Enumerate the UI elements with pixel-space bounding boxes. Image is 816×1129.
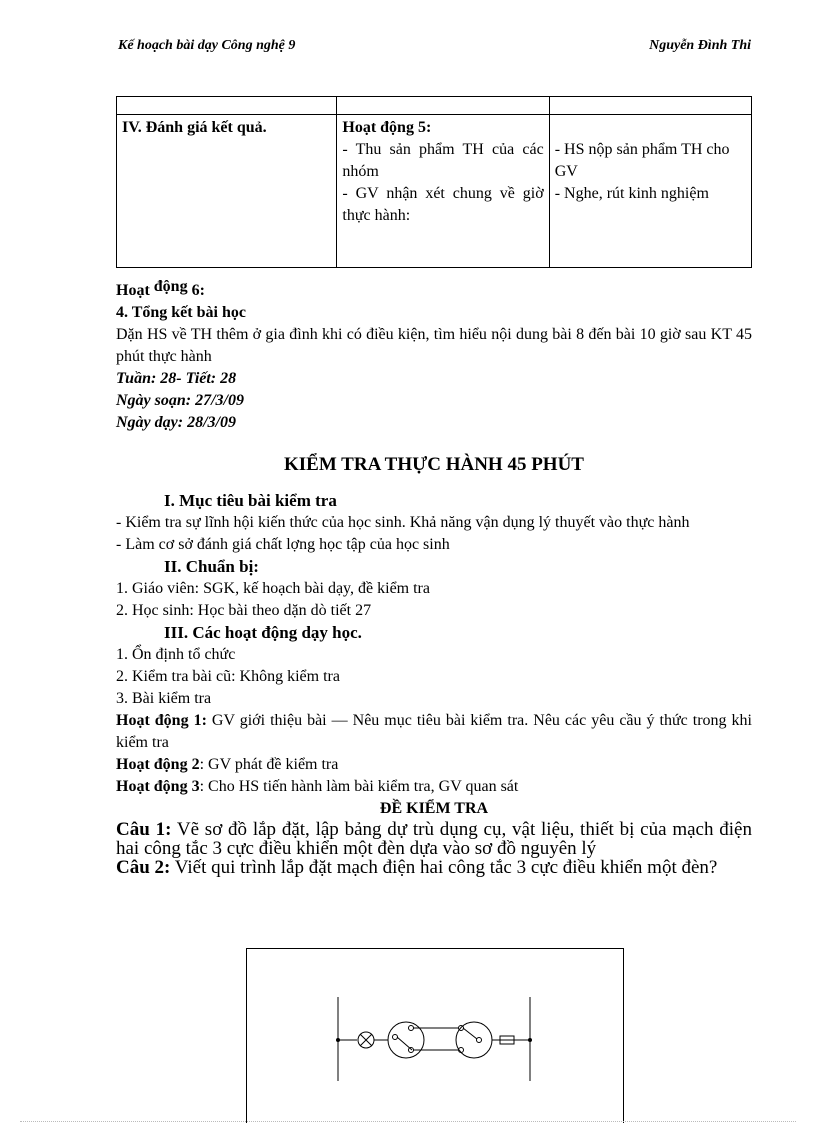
exam-paper-title: ĐỀ KIỂM TRA bbox=[379, 800, 489, 817]
circuit-diagram-svg bbox=[247, 949, 623, 1124]
table-row bbox=[117, 97, 752, 115]
list-item: - Kiểm tra sự lĩnh hội kiến thức của học sinh. Khả năng vận dụng lý thuyết vào thực hành bbox=[116, 514, 690, 531]
list-item: 1. Ổn định tổ chức bbox=[116, 646, 236, 663]
table-cell bbox=[337, 115, 549, 268]
activity-6-label: Hoạt động 6: bbox=[116, 278, 205, 299]
list-item: - GV nhận xét chung về giờ thực hành: bbox=[342, 185, 544, 224]
table-cell bbox=[117, 115, 337, 268]
table-cell bbox=[549, 115, 751, 268]
section-heading: III. Các hoạt động dạy học. bbox=[164, 623, 362, 642]
list-item: - Làm cơ sở đánh giá chất lợng học tập của học sinh bbox=[116, 536, 450, 553]
table-row bbox=[117, 115, 752, 268]
question-1: Câu 1: Vẽ sơ đồ lắp đặt, lập bảng dự trù dụng cụ, vật liệu, thiết bị của mạch điện hai công tắc 3 cực điều khiển một đèn dựa vào sơ đồ nguyên lý bbox=[116, 819, 752, 859]
lesson-table bbox=[116, 96, 752, 268]
section-heading: I. Mục tiêu bài kiểm tra bbox=[164, 491, 337, 510]
activity-3: Hoạt động 3: Cho HS tiến hành làm bài kiểm tra, GV quan sát bbox=[116, 778, 519, 795]
section-title: IV. Đánh giá kết quả. bbox=[122, 119, 267, 136]
section-heading: II. Chuẩn bị: bbox=[164, 557, 259, 576]
summary-heading: 4. Tổng kết bài học bbox=[116, 304, 246, 321]
header-right: Nguyễn Đình Thi bbox=[649, 38, 751, 53]
list-item: 1. Giáo viên: SGK, kế hoạch bài dạy, đề kiểm tra bbox=[116, 580, 430, 597]
activity-1: Hoạt động 1: GV giới thiệu bài — Nêu mục tiêu bài kiểm tra. Nêu các yêu cầu ý thức trong khi kiểm tra bbox=[116, 712, 752, 751]
question-2: Câu 2: Viết qui trình lắp đặt mạch điện hai công tắc 3 cực điều khiển một đèn? bbox=[116, 857, 718, 878]
week-line: Tuần: 28- Tiết: 28 bbox=[116, 370, 237, 387]
list-item: 2. Kiểm tra bài cũ: Không kiểm tra bbox=[116, 668, 340, 685]
list-item: 2. Học sinh: Học bài theo dặn dò tiết 27 bbox=[116, 602, 372, 619]
list-item: - Nghe, rút kinh nghiệm bbox=[554, 185, 709, 202]
switch-1-icon bbox=[388, 1022, 424, 1058]
exam-title: KIỂM TRA THỰC HÀNH 45 PHÚT bbox=[284, 454, 584, 475]
activity-title: Hoạt động 5: bbox=[342, 119, 432, 136]
list-item: - Thu sản phẩm TH của các nhóm bbox=[342, 141, 544, 180]
prepared-date: Ngày soạn: 27/3/09 bbox=[116, 392, 244, 409]
activity-2: Hoạt động 2: GV phát đề kiểm tra bbox=[116, 756, 339, 773]
summary-text: Dặn HS về TH thêm ở gia đình khi có điều kiện, tìm hiểu nội dung bài 8 đến bài 10 giờ sau KT 45 phút thực hành bbox=[116, 326, 752, 365]
list-item: 3. Bài kiểm tra bbox=[116, 690, 212, 707]
page-bottom-divider bbox=[20, 1121, 796, 1122]
header-left: Kế hoạch bài dạy Công nghệ 9 bbox=[118, 38, 296, 53]
page-content bbox=[116, 280, 752, 877]
list-item: - HS nộp sản phẩm TH cho GV bbox=[554, 141, 730, 180]
circuit-diagram bbox=[246, 948, 624, 1123]
page-header bbox=[118, 38, 751, 58]
taught-date: Ngày dạy: 28/3/09 bbox=[116, 414, 236, 431]
